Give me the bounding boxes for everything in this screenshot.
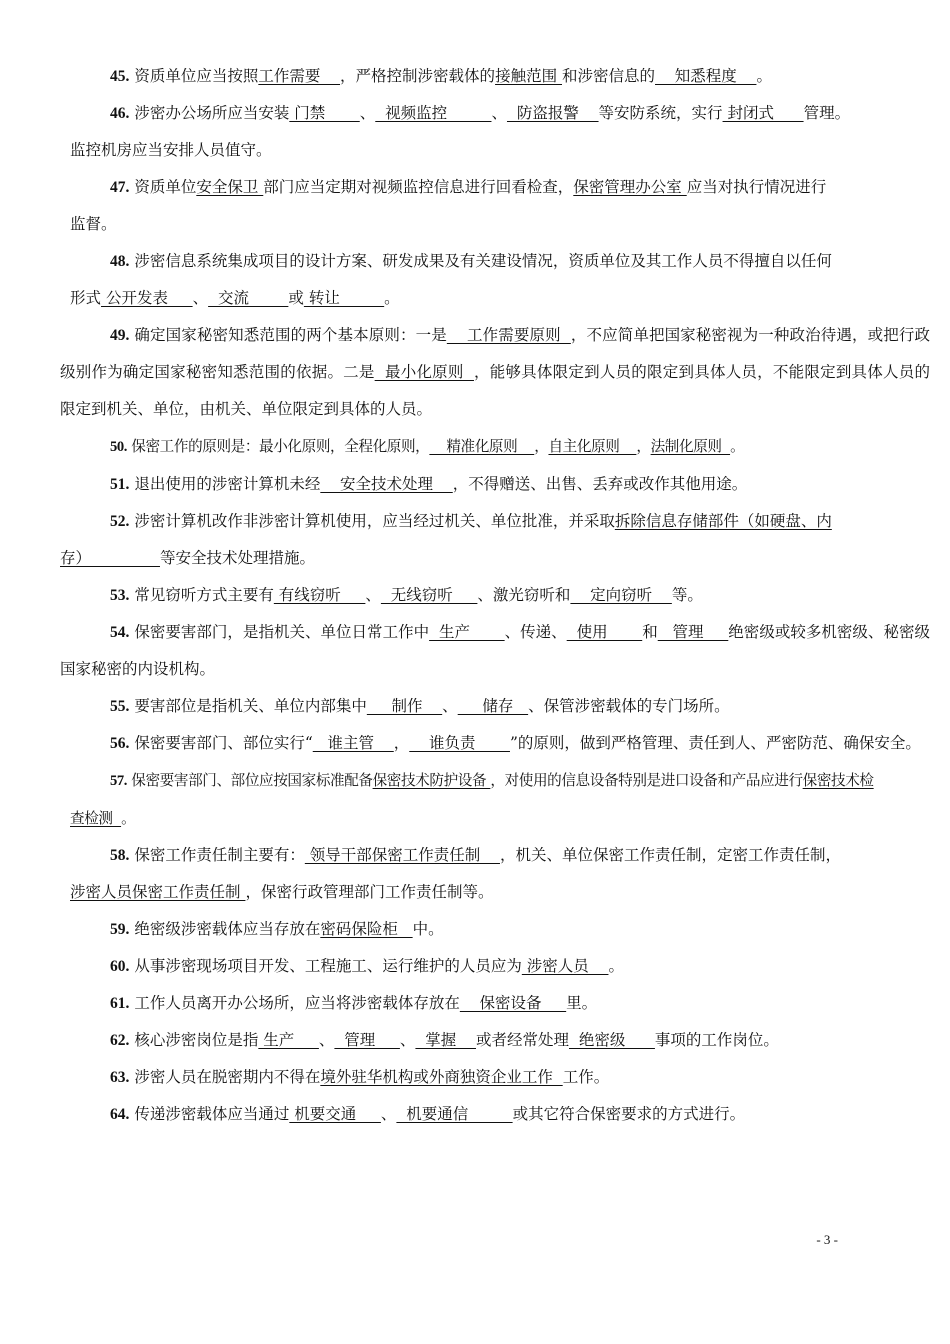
answer-blank: 查检测	[70, 810, 122, 827]
answer-blank: 自主化原则	[548, 438, 637, 455]
answer-blank: 掌握	[415, 1031, 476, 1049]
question-60: 60. 从事涉密现场项目开发、工程施工、运行维护的人员应为 涉密人员 。	[110, 957, 624, 975]
question-53: 53. 常见窃听方式主要有 有线窃听 、 无线窃听 、激光窃听和 定向窃听 等。	[110, 586, 703, 604]
answer-blank: 转让	[303, 289, 385, 307]
answer-blank: 谁负责	[409, 734, 510, 752]
answer-blank: 生产	[429, 623, 505, 641]
answer-blank: 封闭式	[722, 104, 804, 122]
question-62: 62. 核心涉密岗位是指 生产 、 管理 、 掌握 或者经常处理 绝密级 事项的工作岗位。	[110, 1031, 779, 1049]
answer-blank: 境外驻华机构或外商独资企业工作	[320, 1068, 563, 1086]
answer-blank: 安全技术处理	[320, 475, 453, 493]
answer-blank: 生产	[258, 1031, 319, 1049]
answer-blank: 拆除信息存储部件（如硬盘、内	[614, 512, 832, 530]
answer-blank: 接触范围	[495, 67, 562, 85]
answer-blank: 机要交通	[289, 1105, 381, 1123]
answer-blank: 知悉程度	[655, 67, 757, 85]
answer-blank: 公开发表	[101, 289, 193, 307]
question-61: 61. 工作人员离开办公场所，应当将涉密载体存放在 保密设备 里。	[110, 994, 598, 1012]
answer-blank: 门禁	[289, 104, 360, 122]
question-45: 45. 资质单位应当按照工作需要 ，严格控制涉密载体的接触范围 和涉密信息的 知悉程度 。	[110, 67, 772, 85]
answer-blank: 工作需要	[258, 67, 341, 85]
answer-blank: 防盗报警	[506, 104, 599, 122]
answer-blank: 储存	[457, 697, 529, 715]
answer-blank: 无线窃听	[380, 586, 478, 604]
answer-blank: 使用	[566, 623, 643, 641]
question-49: 49. 确定国家秘密知悉范围的两个基本原则：一是 工作需要原则 ，不应简单把国家秘密视为一种政治待遇，或把行政级别作为确定国家秘密知悉范围的依据。二是 最小化原则 ，能够具体限定到人员的限定到具体人员，不能限定到具体人员的限定到机关、单位，由机关、单位限定到具体的人员。	[60, 326, 930, 418]
answer-blank: 涉密人员	[521, 957, 609, 975]
question-48: 48. 涉密信息系统集成项目的设计方案、研发成果及有关建设情况，资质单位及其工作人员不得擅自以任何 形式 公开发表 、 交流 或 转让 。	[70, 252, 832, 307]
answer-blank: 安全保卫	[196, 178, 264, 196]
question-57: 57. 保密要害部门、部位应按国家标准配备保密技术防护设备 ，对使用的信息设备特别是进口设备和产品应进行保密技术检 查检测 。	[70, 772, 874, 827]
answer-blank: 绝密级	[569, 1031, 655, 1049]
answer-blank: 保密技术防护设备	[372, 772, 491, 789]
answer-blank: 谁主管	[312, 734, 394, 752]
answer-blank: 保密技术检	[802, 772, 874, 789]
question-47: 47. 资质单位安全保卫 部门应当定期对视频监控信息进行回看检查，保密管理办公室 应当对执行情况进行 监督。	[70, 178, 827, 233]
answer-blank: 机要通信	[396, 1105, 513, 1123]
question-51: 51. 退出使用的涉密计算机未经 安全技术处理 ，不得赠送、出售、丢弃或改作其他用途。	[110, 475, 748, 493]
answer-blank: 保密设备	[459, 994, 567, 1012]
answer-blank: 密码保险柜	[320, 920, 413, 938]
answer-blank: 领导干部保密工作责任制	[304, 846, 500, 864]
question-63: 63. 涉密人员在脱密期内不得在境外驻华机构或外商独资企业工作 工作。	[110, 1068, 610, 1086]
answer-blank: 最小化原则	[374, 363, 474, 381]
answer-blank: 管理	[334, 1031, 400, 1049]
answer-blank: 工作需要原则	[446, 326, 571, 344]
answer-blank: 管理	[657, 623, 729, 641]
answer-blank: 涉密人员保密工作责任制	[70, 883, 246, 901]
question-58: 58. 保密工作责任制主要有： 领导干部保密工作责任制 ，机关、单位保密工作责任制，定密工作责任制， 涉密人员保密工作责任制 ，保密行政管理部门工作责任制等。	[70, 846, 841, 901]
question-50: 50. 保密工作的原则是：最小化原则，全程化原则， 精准化原则 ，自主化原则 ，法制化原则 。	[110, 438, 745, 455]
answer-blank: 保密管理办公室	[573, 178, 687, 196]
question-64: 64. 传递涉密载体应当通过 机要交通 、 机要通信 或其它符合保密要求的方式进行。	[110, 1105, 746, 1123]
question-55: 55. 要害部位是指机关、单位内部集中 制作 、 储存 、保管涉密载体的专门场所。	[110, 697, 730, 715]
question-54: 54. 保密要害部门，是指机关、单位日常工作中 生产 、传递、 使用 和 管理 绝密级或较多机密级、秘密级国家秘密的内设机构。	[60, 623, 930, 678]
answer-blank: 交流	[208, 289, 289, 307]
answer-blank: 法制化原则	[650, 438, 731, 455]
question-59: 59. 绝密级涉密载体应当存放在密码保险柜 中。	[110, 920, 444, 938]
answer-blank: 精准化原则	[429, 438, 535, 455]
question-52: 52. 涉密计算机改作非涉密计算机使用，应当经过机关、单位批准，并采取拆除信息存储部件（如硬盘、内 存） 等安全技术处理措施。	[60, 512, 832, 567]
document-page	[60, 58, 930, 1133]
answer-blank: 制作	[366, 697, 443, 715]
answer-blank: 有线窃听	[273, 586, 366, 604]
answer-blank: 定向窃听	[570, 586, 672, 604]
question-56: 56. 保密要害部门、部位实行“ 谁主管 ， 谁负责 ”的原则，做到严格管理、责任到人、严密防范、确保安全。	[110, 734, 921, 752]
page-number: - 3 -	[816, 1232, 838, 1247]
question-46: 46. 涉密办公场所应当安装 门禁 、 视频监控 、 防盗报警 等安防系统，实行 封闭式 管理。 监控机房应当安排人员值守。	[70, 104, 851, 159]
answer-blank: 存）	[60, 549, 160, 567]
answer-blank: 视频监控	[375, 104, 492, 122]
